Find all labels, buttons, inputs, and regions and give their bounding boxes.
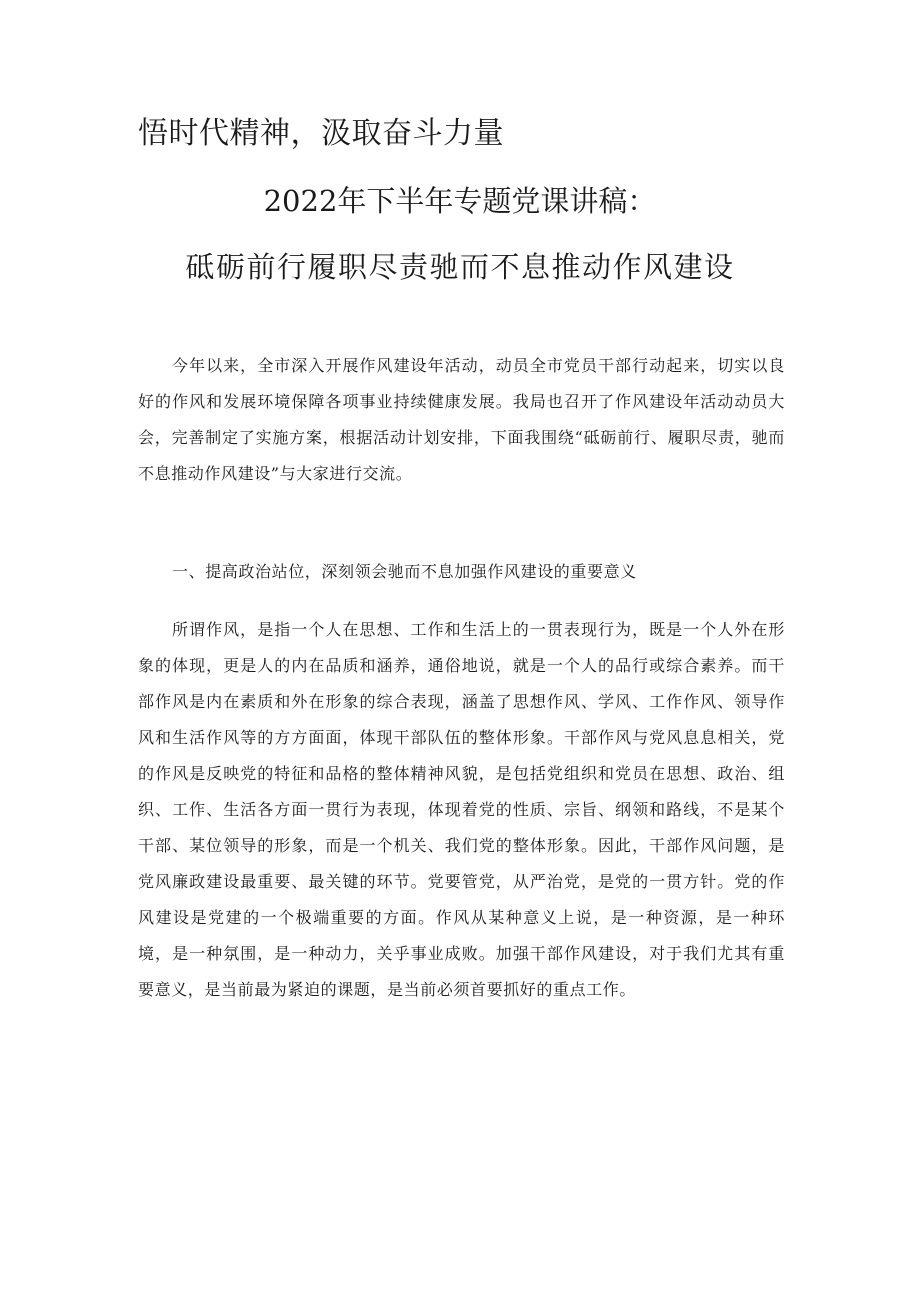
header-slogan: 悟时代精神，汲取奋斗力量 [138, 116, 504, 151]
body-paragraph: 所谓作风，是指一个人在思想、工作和生活上的一贯表现行为，既是一个人外在形象的体现，更是人的内在品质和涵养，通俗地说，就是一个人的品行或综合素养。而干部作风是内在素质和外在形象的综合表现，涵盖了思想作风、学风、工作作风、领导作风和生活作风等的方方面面，体现干部队伍的整体形象。干部作风与党风息息相关，党的作风是反映党的特征和品格的整体精神风貌，是包括党组织和党员在思想、政治、组织、工作、生活各方面一贯行为表现，体现着党的性质、宗旨、纲领和路线，不是某个干部、某位领导的形象，而是一个机关、我们党的整体形象。因此，干部作风问题，是党风廉政建设最重要、最关键的环节。党要管党，从严治党，是党的一贯方针。党的作风建设是党建的一个极端重要的方面。作风从某种意义上说，是一种资源，是一种环境，是一种氛围，是一种动力，关乎事业成败。加强干部作风建设，对于我们尤其有重要意义，是当前最为紧迫的课题，是当前必须首要抓好的重点工作。 [138, 620, 785, 999]
intro-paragraph: 今年以来，全市深入开展作风建设年活动，动员全市党员干部行动起来，切实以良好的作风和发展环境保障各项事业持续健康发展。我局也召开了作风建设年活动动员大会，完善制定了实施方案，根据活动计划安排，下面我围绕“砥砺前行、履职尽责，驰而不息推动作风建设”与大家进行交流。 [138, 356, 785, 483]
document-title: 2022年下半年专题党课讲稿： [263, 184, 657, 218]
document-subtitle: 砥砺前行履职尽责驰而不息推动作风建设 [185, 250, 735, 284]
section-heading: 一、提高政治站位，深刻领会驰而不息加强作风建设的重要意义 [172, 562, 637, 581]
